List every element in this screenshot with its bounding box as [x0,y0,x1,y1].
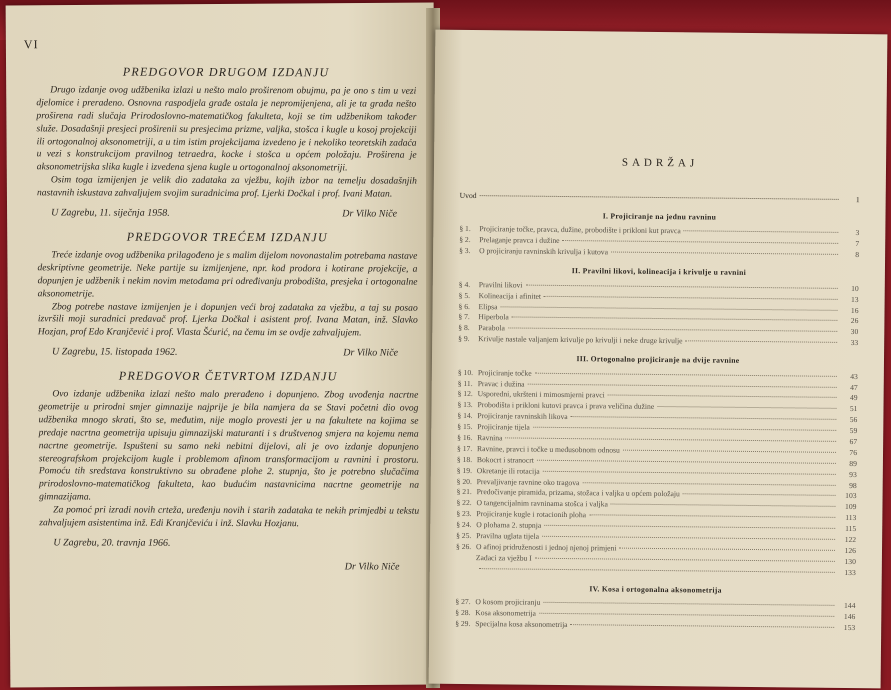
toc-section-number: § 17. [457,443,473,453]
toc-entry-title: Pravilna uglata tijela [476,531,540,541]
preface-heading: PREDGOVOR ČETVRTOM IZDANJU [118,368,338,384]
toc-entry-page: 67 [849,437,858,447]
leader-dots [544,295,838,299]
preface-second-edition [36,65,417,221]
toc-entry-title: Prelaganje pravca i dužine [479,235,560,246]
toc-entry-page: 7 [855,239,860,249]
toc-entry-page: 93 [849,469,857,479]
toc-entry-page: 33 [850,338,859,348]
toc-section-number: § 9. [458,334,470,344]
toc-section-number: § 4. [458,279,471,289]
place-date: U Zagrebu, 11. siječnja 1958. [51,207,170,219]
preface-paragraph: Za pomoć pri izradi novih crteža, uređenju novih i starih zadataka te nekih primjedbi u tekstu zahvaljujem asistentima inž. Edi Kranjčeviću i inž. Slavku Hozjanu. [39,504,420,530]
toc-entry-title: Zadaci za vježbu I [475,552,532,563]
leader-dots [480,195,839,200]
toc-entry-page: 133 [844,567,856,577]
toc-entry-page: 59 [849,426,858,436]
leader-dots [619,548,835,551]
toc-section-number: § 24. [456,520,472,530]
toc-entry-title: Pravilni likovi [478,279,523,290]
toc-section-number: § 10. [457,367,474,377]
preface-signoff [51,207,397,221]
toc-entry-title: Usporedni, ukršteni i mimosmjerni pravci [477,389,605,400]
toc-entry-page: 103 [845,491,857,501]
leader-dots [543,471,836,475]
preface-paragraph: Treće izdanje ovog udžbenika prilagođeno je s malim dijelom novonastalim potrebama nastave deskriptivne geometrije. Neke partije su izmijenjene, npr. kod prodora i kotirane projekcije, a dopunjen je udžbenik i nekim novim metodama pri određivanju probodišta, presjeka i ortogonalne aksonometrije. [37,249,418,300]
toc-part-heading: I. Projiciranje na jednu ravninu [602,211,717,222]
toc-entry-title: Okretanje ili rotacija [476,465,540,476]
leader-dots [623,450,836,453]
toc-section-number: § 21. [456,487,472,497]
toc-section-number: § 19. [456,465,473,475]
toc-entry-page: 98 [849,480,857,490]
toc-section-number: § 3. [459,246,471,256]
leader-dots [571,624,835,628]
toc-part-heading: IV. Kosa i ortogonalna aksonometrija [589,583,722,595]
toc-section-number: § 28. [455,607,471,618]
toc-entry-page: 43 [850,371,858,381]
place-date: U Zagrebu, 20. travnja 1966. [53,537,171,549]
preface-paragraph: Ovo izdanje udžbenika izlazi nešto malo prerađeno i dopunjeno. Zbog uvođenja nacrtne geometrije u prirodni smjer gimnazije najprije je bila namjera da se Stavi početni dio ovog udžbenika mnogo skrati, što se, međutim, nije moglo provesti jer u na fakultete na kojima se predaje nacrtna geometrija upisuju gimnazijski maturanti i s društvenog smjera na kojemu nema nacrtne geometrije. Ispušteni su samo neki nebitni dijelovi, ali je ovo izdanje dopunjeno stereografskom projekcijom kugle i problemom afinom transformacijom u ravnini i prostoru. Pomoću tih sredstava konstruktivno su obrađene plohe 2. stupnja, što je potrebno slučačima prirodoslovno-matematičkog fakulteta, kao budućim nastavnicima nacrtne geometrije na gimnazijama. [38,388,420,503]
leader-dots [525,284,837,288]
toc-part-heading: II. Pravilni likovi, kolineacija i krivulje u ravnini [571,266,747,278]
leader-dots [563,240,839,244]
toc-entry-page: 153 [843,622,856,633]
leader-dots [508,328,837,332]
preface-paragraph: Drugo izdanje ovog udžbenika izlazi u nešto malo proširenom obujmu, pa je ono s tim u vezi djelomice i preradeno. Osnovna raspodjela građe ostala je nepromijenjena, ali je ta građa nešto proširena radi slučaja Prirodoslovno-matematičkog fakulteta, koji se tim udžbenikom također služe. Dosadašnji presjeci proširenii su presjecima prizme, valjka, stošca i kugle u kosoj projekciji ili ortogonalnoj aksonometriji, a u tim istim projekcijama izvedeno je i nekoliko teoretskih zadaća u vezi s konstrukcijom pravilnog tetraedra, kocke i stošca u općem položaju. Proširena je aksonometrijska slika kugle i izvedena sjena kugle u ortogonalnoj aksonometriji. [36,84,417,174]
toc-section-number: § 13. [457,400,473,410]
page-number: VI [23,37,39,52]
toc-section-number: § 2. [459,235,471,245]
leader-dots [535,372,837,376]
toc-entry-page: 76 [849,447,858,458]
toc-entry-page: 122 [844,535,857,545]
preface-third-edition [37,230,418,360]
toc-entry-page: 10 [851,283,859,293]
toc-entry-page: 47 [850,382,858,392]
author-signature: Dr Vilko Niče [342,208,398,220]
leader-dots [542,536,835,540]
toc-entry-intro [460,190,860,205]
toc-entry-page: 1 [855,195,860,205]
toc-section-number: § 25. [456,530,472,541]
toc-section-number: § 15. [457,422,473,432]
leader-dots [571,416,837,420]
preface-paragraph: Zbog potrebe nastave izmijenjen je i dopunjen veći broj zadataka za vježbu, a taj su posao izvršili moji suradnici predavač prof. Ljerka Dočkal i asistent prof. Ivana Matan, inž. Slavko Hozjan, prof Edo Kranjčević i prof. Vlasta Šćurić, na čemu im se ovdje zahvaljujem. [37,300,418,339]
leader-dots [684,231,839,234]
preface-fourth-edition [38,369,419,574]
leader-dots [535,558,835,562]
prefaces [36,65,420,584]
toc-entry-page: 115 [845,524,857,534]
leader-dots [501,306,838,311]
leader-dots [582,482,835,486]
leader-dots [657,406,836,409]
right-page [429,30,888,689]
preface-heading: PREDGOVOR TREĆEM IZDANJU [126,229,328,245]
toc-part-heading: III. Ortogonalno projiciranje na dvije ravnine [576,354,740,365]
toc-entry-title: Projiciranje ravninskih likova [477,411,568,422]
leader-dots [589,515,835,519]
toc-entry-page: 89 [849,458,857,468]
toc-entry-title: Parabola [478,323,505,333]
toc-section-number: § 16. [457,432,473,443]
toc-title: SADRŽAJ [621,156,699,170]
place-date: U Zagrebu, 15. listopada 1962. [52,346,178,359]
toc-entry-title: Predočivanje piramida, prizama, stožaca i valjka u općem položaju [476,487,680,499]
toc-section-number: § 8. [458,323,470,333]
toc-entry-title: Kolineacija i afinitet [478,290,542,301]
table-of-contents [455,156,860,633]
leader-dots [505,437,836,441]
toc-section-number: § 11. [457,378,473,388]
toc-entry-title: Ravnina [477,433,503,443]
toc-entry-page: 113 [845,513,857,523]
toc-entry-page: 16 [850,305,859,315]
preface-signoff [53,537,399,551]
toc-entry-title: Ravnine, pravci i točke u međusobnom odnosu [477,444,620,455]
toc-entry-page: 146 [843,612,856,622]
toc-section-number: § 18. [456,454,473,464]
leader-dots [683,494,836,497]
author-signature: Dr Vilko Niče [343,347,399,359]
toc-entry-title: Hiperbola [478,312,509,322]
toc-entry-page: 144 [843,601,856,611]
toc-section-number: § 27. [455,597,471,607]
preface-paragraph: Osim toga izmijenjen je velik dio zadataka za vježbu, kojih izbor na temelju dosadašnjih nastavnih iskustava zahvaljujem svojim suradnicima prof. Ljerki Dočkal i prof. Ivani Matan. [36,174,417,200]
toc-section-number: § 22. [456,498,472,508]
preface-signoff [53,560,399,574]
toc-entry-title: Uvod [459,190,477,201]
leader-dots [533,427,836,431]
leader-dots [479,568,835,573]
leader-dots [608,395,837,398]
toc-entry-page: 30 [850,327,859,337]
toc-entry-title: Specijalna kosa aksonometrija [475,619,568,630]
toc-entry-title: Projiciranje točke, pravca, dužine, probodište i prikloni kut pravca [479,224,681,236]
toc-entry-title: Bokocrt i stranocrt [476,454,534,465]
leader-dots [611,252,838,255]
leader-dots [528,383,837,387]
leader-dots [539,613,834,617]
toc-entry-title: O projiciranju ravninskih krivulja i kutova [479,246,609,257]
toc-section-number: § 1. [459,224,471,234]
toc-entry-page: 3 [855,228,860,238]
toc-list [455,190,860,633]
leader-dots [543,602,834,606]
toc-entry-title: O tangencijalnim ravninama stošca i valjka [476,498,608,509]
toc-entry-title: Probodišta i prikloni kutovi pravca i prava veličina dužine [477,400,655,412]
toc-entry-title: O kosom projiciranju [475,597,541,607]
toc-section-number: § 14. [457,411,473,421]
toc-entry-title: Pravac i dužina [477,378,525,389]
toc-section-number: § 6. [458,301,470,311]
toc-entry-title: Projiciranje točke [477,367,532,378]
toc-entry-title: Krivulje nastale valjanjem krivulje po krivulji i neke druge krivulje [478,334,683,346]
toc-entry-title: Projiciranje tijela [477,422,530,432]
leader-dots [686,340,838,343]
leader-dots [611,504,836,507]
toc-entry-page: 56 [849,415,858,425]
toc-section-number: § 12. [457,389,473,399]
toc-section-number: § 7. [458,312,470,322]
toc-entry-title: O afinoj pridruženosti i jednoj njenoj primjeni [475,542,617,553]
toc-section-number: § 26. [455,541,472,551]
toc-section-number: § 23. [456,509,472,519]
leader-dots [537,460,836,464]
toc-entry-title: Projiciranje kugle i rotacionih ploha [476,509,587,520]
toc-entry-page: 51 [849,404,858,414]
toc-entry-page: 49 [849,393,858,403]
toc-entry-title: Elipsa [478,301,498,311]
leader-dots [544,525,835,529]
toc-entry-page: 109 [845,502,857,512]
toc-section-number: § 5. [458,290,471,300]
leader-dots [512,317,838,321]
author-signature: Dr Vilko Niče [344,561,400,573]
toc-entry-title: O plohama 2. stupnja [476,520,542,530]
toc-entry-page: 126 [844,545,857,556]
preface-signoff [52,347,398,361]
toc-entry-page: 8 [855,250,860,260]
toc-entry-page: 130 [844,556,856,566]
toc-entry-page: 26 [850,316,859,326]
toc-entry-page: 13 [850,294,859,304]
toc-section-number: § 20. [456,476,472,486]
preface-heading: PREDGOVOR DRUGOM IZDANJU [122,64,330,80]
toc-entry-title: Kosa aksonometrija [475,608,536,618]
toc-entry-title: Prevaljivanje ravnine oko tragova [476,476,580,487]
left-page [6,3,439,688]
toc-section-number: § 29. [455,618,471,629]
